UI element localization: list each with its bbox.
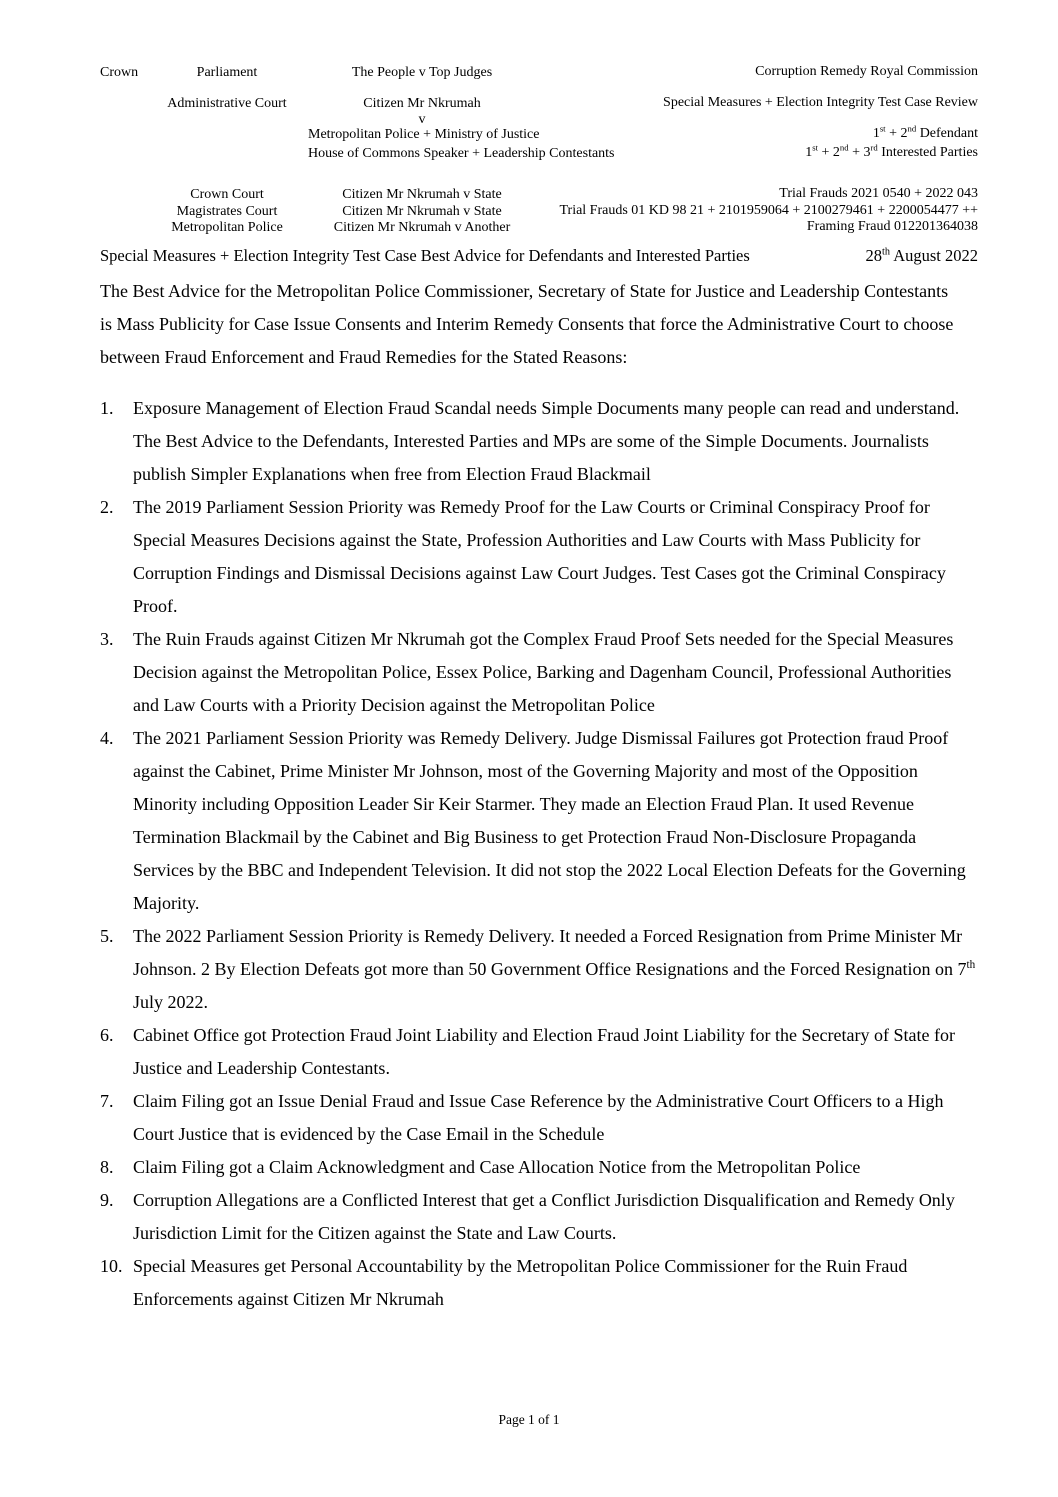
page-footer: Page 1 of 1 [498, 1412, 560, 1427]
list-item-text: The Ruin Frauds against Citizen Mr Nkrumah got the Complex Fraud Proof Sets needed for the Special Measures Decision against the Metropolitan Police, Essex Police, Barking and Dagenham Council, Professional Authorities and Law Courts with a Priority Decision against the Metropolitan Police [133, 629, 954, 715]
list-item-text: Special Measures get Personal Accountability by the Metropolitan Police Commissioner for the Ruin Fraud Enforcements against Citizen Mr Nkrumah [133, 1256, 908, 1309]
court-name: Magistrates Court [176, 204, 278, 219]
defendant-label-sup: nd [907, 123, 917, 134]
defendant-label-part: Defendant [916, 126, 978, 141]
parties-label-part: Interested Parties [877, 145, 978, 160]
defendant-label-part: 1 [872, 126, 880, 141]
case-name: Citizen Mr Nkrumah v State [342, 187, 502, 202]
list-item-number: 7. [100, 1091, 114, 1111]
defendant-label-sup: st [879, 123, 886, 134]
case-name: Citizen Mr Nkrumah v Another [333, 220, 511, 235]
list-item-3 [100, 623, 978, 722]
list-item-8 [100, 1151, 978, 1184]
list-item-text [133, 920, 978, 1019]
advice-list [100, 392, 978, 1316]
case-reference: Trial Frauds 2021 0540 + 2022 043 [779, 186, 978, 201]
header-parties-label [805, 142, 978, 161]
parties-label-part: + 3 [848, 145, 871, 160]
case-reference: Trial Frauds 01 KD 98 21 + 2101959064 + 2100279461 + 2200054477 ++ [559, 203, 978, 218]
header-defendants: Metropolitan Police + Ministry of Justice [308, 127, 540, 142]
header-crown: Crown [100, 65, 139, 80]
document-date [866, 246, 978, 266]
header-parliament: Parliament [196, 65, 258, 80]
list-item-text-part: July 2022. [133, 992, 209, 1012]
intro-paragraph: The Best Advice for the Metropolitan Police Commissioner, Secretary of State for Justice and Leadership Contestants is Mass Publicity for Case Issue Consents and Interim Remedy Consents that force the Administrative Court to choose between Fraud Enforcement and Fraud Remedies for the Stated Reasons: [100, 281, 954, 367]
parties-label-sup: st [812, 142, 818, 153]
header-admin-court: Administrative Court [167, 96, 287, 111]
header-commission: Corruption Remedy Royal Commission [755, 64, 978, 79]
list-item-6 [100, 1019, 978, 1085]
header-people-case: The People v Top Judges [351, 65, 493, 80]
list-item-text: The 2021 Parliament Session Priority was Remedy Delivery. Judge Dismissal Failures got Protection fraud Proof against the Cabinet, Prime Minister Mr Johnson, most of the Governing Majority and most of the Opposition Minority including Opposition Leader Sir Keir Starmer. They made an Election Fraud Plan. It used Revenue Termination Blackmail by the Cabinet and Big Business to get Protection Fraud Non-Disclosure Propaganda Services by the BBC and Independent Television. It did not stop the 2022 Local Election Defeats for the Governing Majority. [133, 728, 966, 913]
list-item-text: Cabinet Office got Protection Fraud Joint Liability and Election Fraud Joint Liability for the Secretary of State for Justice and Leadership Contestants. [133, 1025, 955, 1078]
header-interested: House of Commons Speaker + Leadership Contestants [308, 146, 615, 161]
parties-label-part: 1 [805, 145, 813, 160]
list-item-text: The 2019 Parliament Session Priority was Remedy Proof for the Law Courts or Criminal Conspiracy Proof for Special Measures Decisions against the State, Profession Authorities and Law Courts with Mass Publicity for Corruption Findings and Dismissal Decisions against Law Court Judges. Test Cases got the Criminal Conspiracy Proof. [133, 497, 946, 616]
list-item-1 [100, 392, 978, 491]
list-item-5 [100, 920, 978, 1019]
list-item-number: 8. [100, 1157, 114, 1177]
list-item-number: 6. [100, 1025, 114, 1045]
parties-label-part: + 2 [817, 145, 840, 160]
list-item-text-part: The 2022 Parliament Session Priority is Remedy Delivery. It needed a Forced Resignation from Prime Minister Mr Johnson. 2 By Election Defeats got more than 50 Government Office Resignations and the Forced Resignation on 7 [133, 926, 967, 979]
list-item-number: 3. [100, 629, 114, 649]
list-item-number: 10. [100, 1256, 123, 1276]
court-name: Metropolitan Police [171, 220, 283, 235]
list-item-text: Corruption Allegations are a Conflicted Interest that get a Conflict Jurisdiction Disqualification and Remedy Only Jurisdiction Limit for the Citizen against the State and Law Courts. [133, 1190, 955, 1243]
parties-label-sup: nd [839, 142, 849, 153]
date-ordinal-sup: th [882, 246, 890, 258]
list-item-4 [100, 722, 978, 920]
parties-label-sup: rd [870, 142, 878, 153]
list-item-number: 1. [100, 398, 114, 418]
document-title: Special Measures + Election Integrity Test Case Best Advice for Defendants and Interested Parties [100, 246, 750, 265]
date-ordinal-sup: th [966, 959, 976, 971]
list-item-number: 9. [100, 1190, 114, 1210]
header-versus: v [418, 112, 426, 127]
list-item-number: 5. [100, 926, 114, 946]
defendant-label-part: + 2 [885, 126, 908, 141]
list-item-7 [100, 1085, 978, 1151]
list-item-number: 2. [100, 497, 114, 517]
list-item-text: Claim Filing got a Claim Acknowledgment and Case Allocation Notice from the Metropolitan Police [133, 1157, 861, 1177]
list-item-text: Claim Filing got an Issue Denial Fraud and Issue Case Reference by the Administrative Court Officers to a High Court Justice that is evidenced by the Case Email in the Schedule [133, 1091, 944, 1144]
title-row [100, 246, 978, 266]
date-month-year: August 2022 [889, 246, 978, 265]
header-review: Special Measures + Election Integrity Test Case Review [663, 95, 978, 110]
list-item-2 [100, 491, 978, 623]
list-item-10 [100, 1250, 978, 1316]
header-defendant-label [872, 123, 978, 142]
list-item-9 [100, 1184, 978, 1250]
list-item-text: Exposure Management of Election Fraud Scandal needs Simple Documents many people can read and understand. The Best Advice to the Defendants, Interested Parties and MPs are some of the Simple Documents. Journalists publish Simpler Explanations when free from Election Fraud Blackmail [133, 398, 960, 484]
list-item-number: 4. [100, 728, 114, 748]
date-number: 28 [865, 246, 883, 265]
header-claimant: Citizen Mr Nkrumah [363, 96, 481, 111]
case-name: Citizen Mr Nkrumah v State [342, 204, 502, 219]
court-name: Crown Court [190, 187, 264, 202]
case-reference: Framing Fraud 012201364038 [806, 219, 978, 234]
